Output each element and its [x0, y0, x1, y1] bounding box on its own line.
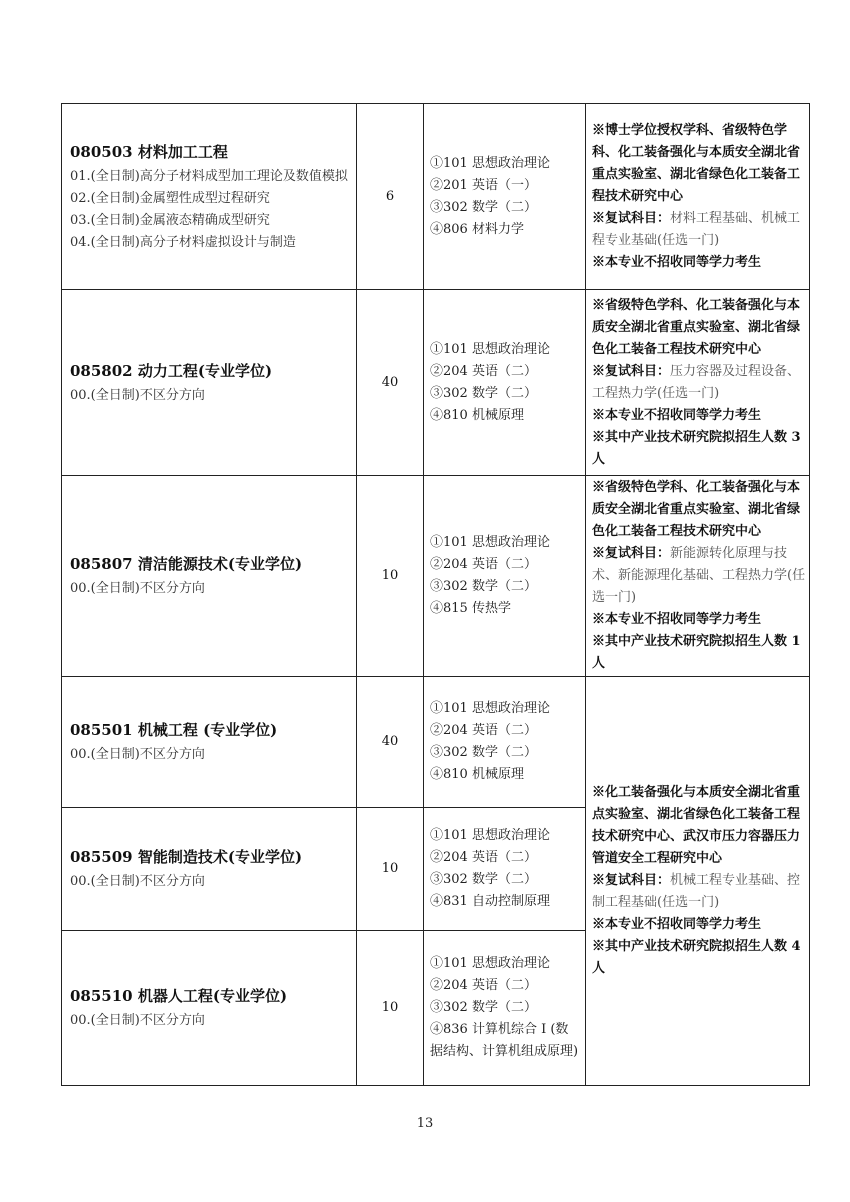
major-title: 085807 清洁能源技术(专业学位) [70, 555, 303, 573]
enrollment-count: 10 [357, 931, 424, 1086]
table-row [62, 104, 810, 290]
retest-label: ※复试科目： [592, 363, 671, 379]
remarks-cell [586, 476, 810, 677]
remarks-cell [586, 290, 810, 476]
remark-line: ※化工装备强化与本质安全湖北省重点实验室、湖北省绿色化工装备工程技术研究中心、武汉市压力容器压力管道安全工程研究中心 [592, 785, 801, 866]
remark-line: ※其中产业技术研究院拟招生人数 4 人 [592, 939, 801, 976]
exam-subject: ③302 数学（二） [430, 872, 537, 887]
exam-cell [424, 677, 586, 808]
retest-subjects: 压力容器及过程设备、工程热力学(任选一门) [592, 363, 801, 401]
remark-line: ※博士学位授权学科、省级特色学科、化工装备强化与本质安全湖北省重点实验室、湖北省绿色化工装备工程技术研究中心 [592, 122, 801, 204]
retest-subjects: 机械工程专业基础、控制工程基础(任选一门) [592, 873, 801, 910]
exam-subject: ④836 计算机综合 I (数据结构、计算机组成原理) [430, 1022, 579, 1059]
remark-line: ※其中产业技术研究院拟招生人数 1 人 [592, 634, 801, 671]
major-cell [62, 290, 357, 476]
enrollment-count: 10 [357, 476, 424, 677]
major-cell [62, 104, 357, 290]
exam-cell [424, 104, 586, 290]
major-cell [62, 677, 357, 808]
exam-cell [424, 931, 586, 1086]
retest-label: ※复试科目： [592, 873, 671, 888]
retest-remark [592, 208, 806, 252]
enrollment-count: 40 [357, 677, 424, 808]
exam-subject: ①101 思想政治理论 [430, 701, 550, 716]
retest-remark [592, 870, 806, 914]
exam-cell [424, 808, 586, 931]
enrollment-count: 40 [357, 290, 424, 476]
exam-subject: ②204 英语（二） [430, 978, 537, 993]
direction-item: 03.(全日制)金属液态精确成型研究 [70, 212, 270, 228]
exam-cell [424, 476, 586, 677]
direction-item: 02.(全日制)金属塑性成型过程研究 [70, 190, 270, 206]
enrollment-count: 10 [357, 808, 424, 931]
exam-subject: ④806 材料力学 [430, 221, 524, 237]
remark-line: ※本专业不招收同等学力考生 [592, 254, 762, 270]
exam-subject: ②204 英语（二） [430, 363, 537, 379]
major-title: 085802 动力工程(专业学位) [70, 361, 273, 380]
exam-subject: ③302 数学（二） [430, 579, 537, 594]
exam-subject: ②204 英语（二） [430, 557, 537, 572]
table-row [62, 290, 810, 476]
exam-subject: ①101 思想政治理论 [430, 956, 550, 971]
exam-subject: ③302 数学（二） [430, 199, 537, 215]
direction-item: 00.(全日制)不区分方向 [70, 747, 205, 762]
remark-line: ※其中产业技术研究院拟招生人数 3 人 [592, 429, 801, 467]
remarks-cell [586, 104, 810, 290]
enrollment-count: 6 [357, 104, 424, 290]
retest-remark [592, 543, 806, 609]
direction-item: 00.(全日制)不区分方向 [70, 874, 205, 889]
exam-subject: ④831 自动控制原理 [430, 894, 550, 909]
major-title: 085510 机器人工程(专业学位) [70, 987, 288, 1005]
exam-subject: ②204 英语（二） [430, 723, 537, 738]
remark-line: ※省级特色学科、化工装备强化与本质安全湖北省重点实验室、湖北省绿色化工装备工程技术研究中心 [592, 297, 801, 357]
direction-item: 00.(全日制)不区分方向 [70, 581, 205, 596]
admissions-table [61, 103, 810, 1086]
major-cell [62, 808, 357, 931]
table-row [62, 476, 810, 677]
major-title: 085509 智能制造技术(专业学位) [70, 848, 303, 866]
shared-remarks-cell [586, 677, 810, 1086]
exam-subject: ③302 数学（二） [430, 1000, 537, 1015]
direction-item: 04.(全日制)高分子材料虚拟设计与制造 [70, 234, 296, 250]
exam-subject: ②204 英语（二） [430, 850, 537, 865]
major-cell [62, 476, 357, 677]
retest-label: ※复试科目： [592, 546, 671, 561]
remark-line: ※本专业不招收同等学力考生 [592, 612, 762, 627]
exam-subject: ②201 英语（一） [430, 177, 537, 193]
exam-subject: ①101 思想政治理论 [430, 341, 550, 357]
retest-subjects: 新能源转化原理与技术、新能源理化基础、工程热力学(任选一门) [592, 546, 806, 605]
major-title: 085501 机械工程 (专业学位) [70, 721, 278, 739]
exam-subject: ④810 机械原理 [430, 767, 524, 782]
table-row [62, 677, 810, 808]
page-number: 13 [416, 1116, 434, 1131]
remark-line: ※本专业不招收同等学力考生 [592, 407, 762, 423]
major-title: 080503 材料加工工程 [70, 142, 228, 161]
direction-item: 00.(全日制)不区分方向 [70, 387, 205, 403]
remark-line: ※本专业不招收同等学力考生 [592, 917, 762, 932]
exam-subject: ③302 数学（二） [430, 385, 537, 401]
exam-subject: ①101 思想政治理论 [430, 828, 550, 843]
exam-subject: ④815 传热学 [430, 601, 511, 616]
retest-subjects: 材料工程基础、机械工程专业基础(任选一门) [592, 210, 801, 248]
direction-item: 01.(全日制)高分子材料成型加工理论及数值模拟 [70, 168, 348, 184]
exam-subject: ③302 数学（二） [430, 745, 537, 760]
exam-cell [424, 290, 586, 476]
exam-subject: ④810 机械原理 [430, 407, 524, 423]
retest-remark [592, 361, 806, 405]
major-cell [62, 931, 357, 1086]
direction-item: 00.(全日制)不区分方向 [70, 1013, 205, 1028]
remark-line: ※省级特色学科、化工装备强化与本质安全湖北省重点实验室、湖北省绿色化工装备工程技术研究中心 [592, 480, 801, 539]
exam-subject: ①101 思想政治理论 [430, 535, 550, 550]
exam-subject: ①101 思想政治理论 [430, 155, 550, 171]
retest-label: ※复试科目： [592, 210, 671, 226]
